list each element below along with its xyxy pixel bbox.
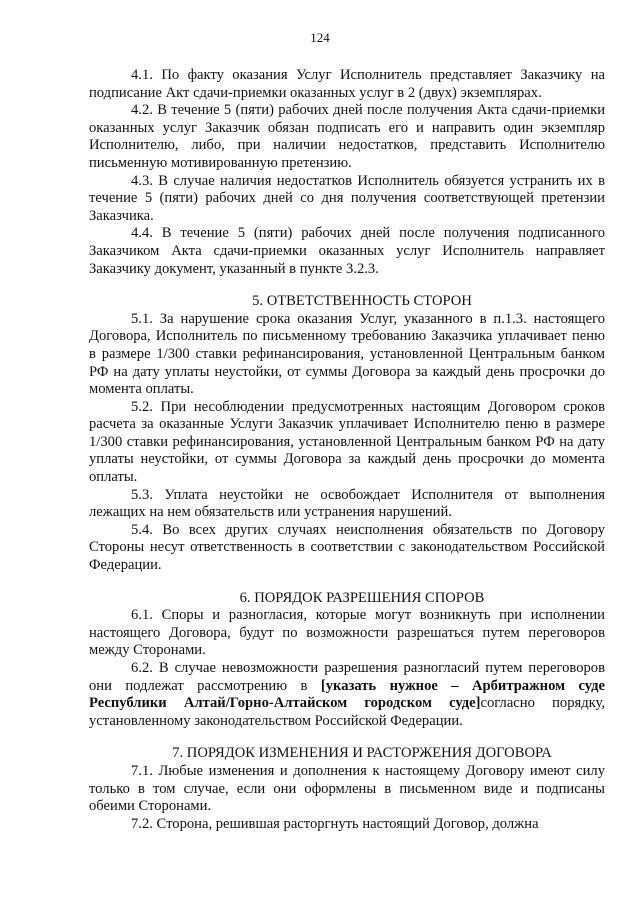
clause-6-2 xyxy=(89,660,605,730)
clause-4-3: 4.3. В случае наличия недостатков Исполнитель обязуется устранить их в течение 5 (пяти) рабочих дней со дня получения соответствующей претензии Заказчика. xyxy=(89,172,605,224)
clause-7-1: 7.1. Любые изменения и дополнения к настоящему Договору имеют силу только в том случае, если они оформлены в письменном виде и подписаны обеими Сторонами. xyxy=(89,762,605,815)
clause-6-2-court-placeholder: [указать нужное – Арбитражном суде Республики Алтай/Горно-Алтайском городском суде] xyxy=(89,677,605,712)
clause-5-1: 5.1. За нарушение срока оказания Услуг, указанного в п.1.3. настоящего Договора, Исполнитель по письменному требованию Заказчика уплачивает пеню в размере 1/300 ставки рефинансирования, установленной Центральным банком РФ на дату уплаты неустойки, от суммы Договора за каждый день просрочки до момента оплаты. xyxy=(89,310,605,398)
section-6-heading: 6. ПОРЯДОК РАЗРЕШЕНИЯ СПОРОВ xyxy=(239,589,485,606)
clause-7-2: 7.2. Сторона, решившая расторгнуть настоящий Договор, должна xyxy=(131,815,539,832)
clause-4-4: 4.4. В течение 5 (пяти) рабочих дней после получения подписанного Заказчиком Акта сдачи-приемки оказанных услуг Исполнитель направляет Заказчику документ, указанный в пункте 3.2.3. xyxy=(89,225,605,277)
page-content xyxy=(89,67,605,833)
section-7-heading: 7. ПОРЯДОК ИЗМЕНЕНИЯ И РАСТОРЖЕНИЯ ДОГОВОРА xyxy=(172,745,552,762)
clause-6-1: 6.1. Споры и разногласия, которые могут возникнуть при исполнении настоящего Договора, будут по возможности разрешаться путем переговоров между Сторонами. xyxy=(89,607,605,659)
clause-5-3: 5.3. Уплата неустойки не освобождает Исполнителя от выполнения лежащих на нем обязательств или устранения нарушений. xyxy=(89,486,605,521)
clause-4-1: 4.1. По факту оказания Услуг Исполнитель представляет Заказчику на подписание Акт сдачи-приемки оказанных услуг в 2 (двух) экземплярах. xyxy=(89,67,605,101)
clause-5-2: 5.2. При несоблюдении предусмотренных настоящим Договором сроков расчета за оказанные Услуги Заказчик уплачивает Исполнителю пеню в размере 1/300 ставки рефинансирования, установленной Центральным банком РФ на дату уплаты неустойки, от суммы Договора за каждый день просрочки до момента оплаты. xyxy=(89,398,605,486)
clause-6-2-text-after: согласно порядку, установленному законодательством Российской Федерации. xyxy=(89,695,605,729)
section-5-heading: 5. ОТВЕТСТВЕННОСТЬ СТОРОН xyxy=(252,293,472,310)
page-number: 124 xyxy=(310,30,330,45)
clause-6-2-text-before: 6.2. В случае невозможности разрешения разногласий путем переговоров они подлежат рассмотрению в xyxy=(89,660,605,694)
clause-4-2: 4.2. В течение 5 (пяти) рабочих дней после получения Акта сдачи-приемки оказанных услуг Заказчик обязан подписать его и направить один экземпляр Исполнителю, либо, при наличии недостатков, представить Исполнителю письменную мотивированную претензию. xyxy=(89,102,605,171)
clause-5-4: 5.4. Во всех других случаях неисполнения обязательств по Договору Стороны несут ответственность в соответствии с законодательством Российской Федерации. xyxy=(89,521,605,574)
